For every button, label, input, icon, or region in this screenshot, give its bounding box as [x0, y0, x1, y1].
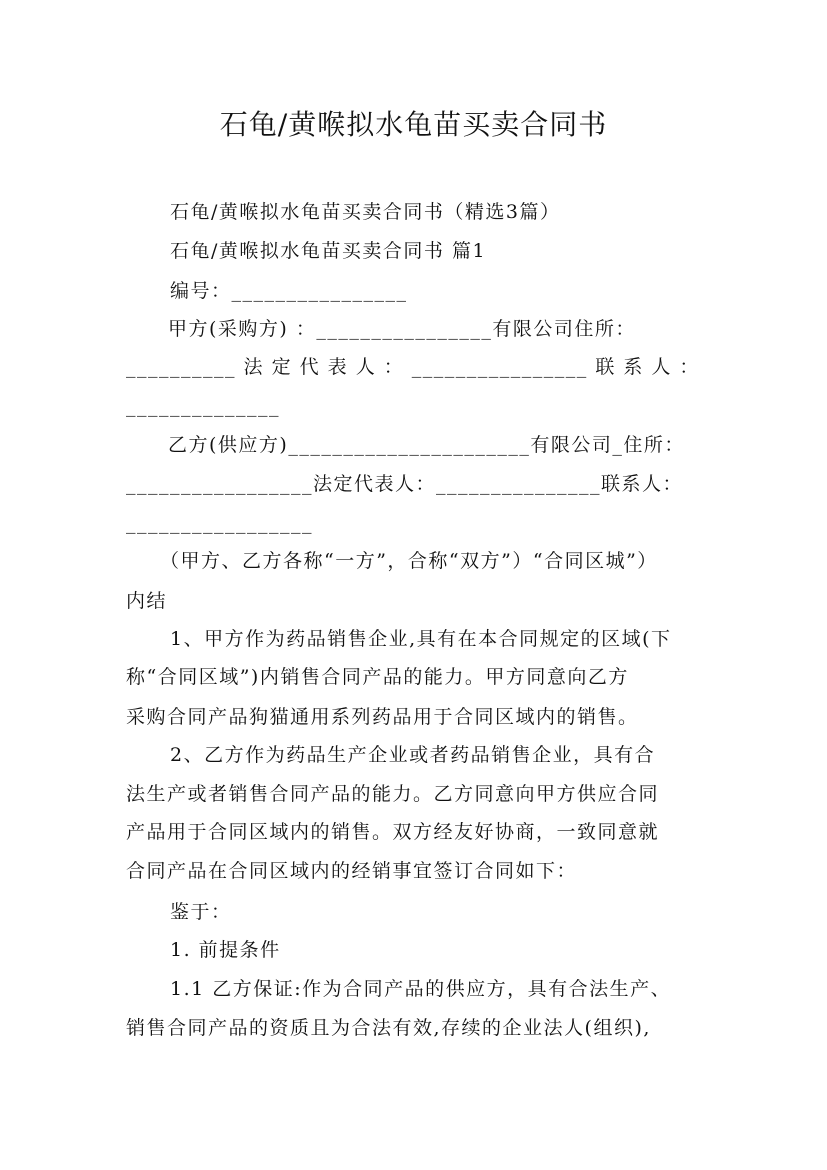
- party-b-representative: _________________法定代表人：_______________联系人：: [126, 473, 684, 495]
- document-title: 石龟/黄喉拟水龟苗买卖合同书: [219, 108, 608, 141]
- subtitle-selected: 石龟/黄喉拟水龟苗买卖合同书（精选3篇）: [170, 201, 561, 223]
- clause-1-line-3: 采购合同产品狗猫通用系列药品用于合同区域内的销售。: [126, 706, 639, 728]
- party-b-line: 乙方(供应方)______________________有限公司_住所：: [168, 434, 685, 456]
- parties-naming-continued: 内结: [126, 590, 168, 612]
- clause-2-line-1: 2、乙方作为药品生产企业或者药品销售企业，具有合: [170, 744, 656, 766]
- clause-1-1-line-2: 销售合同产品的资质且为合法有效,存续的企业法人(组织),: [126, 1017, 651, 1039]
- contract-number: 编号：________________: [170, 280, 408, 302]
- clause-1-line-2: 称“合同区域”)内销售合同产品的能力。甲方同意向乙方: [126, 666, 629, 688]
- party-a-contact-blank: ______________: [126, 395, 280, 417]
- clause-1-line-1: 1、甲方作为药品销售企业,具有在本合同规定的区域(下: [170, 628, 672, 650]
- section-1-heading: 1. 前提条件: [170, 939, 281, 961]
- party-b-contact-blank: _________________: [126, 512, 313, 534]
- parties-naming: （甲方、乙方各称“一方”，合称“双方”）“合同区城”）: [160, 550, 658, 572]
- clause-2-line-2: 法生产或者销售合同产品的能力。乙方同意向甲方供应合同: [126, 783, 660, 805]
- clause-2-line-4: 合同产品在合同区域内的经销事宜签订合同如下：: [126, 860, 578, 882]
- party-a-representative: __________ 法 定 代 表 人 ： ________________ 联 系 人 ：: [126, 356, 700, 378]
- whereas-heading: 鉴于：: [170, 901, 232, 923]
- party-a-line: 甲方(采购方) ：________________有限公司住所：: [168, 318, 636, 340]
- subtitle-part-1: 石龟/黄喉拟水龟苗买卖合同书 篇1: [170, 240, 487, 262]
- clause-2-line-3: 产品用于合同区域内的销售。双方经友好协商，一致同意就: [126, 821, 660, 843]
- clause-1-1-line-1: 1.1 乙方保证:作为合同产品的供应方，具有合法生产、: [170, 978, 672, 1000]
